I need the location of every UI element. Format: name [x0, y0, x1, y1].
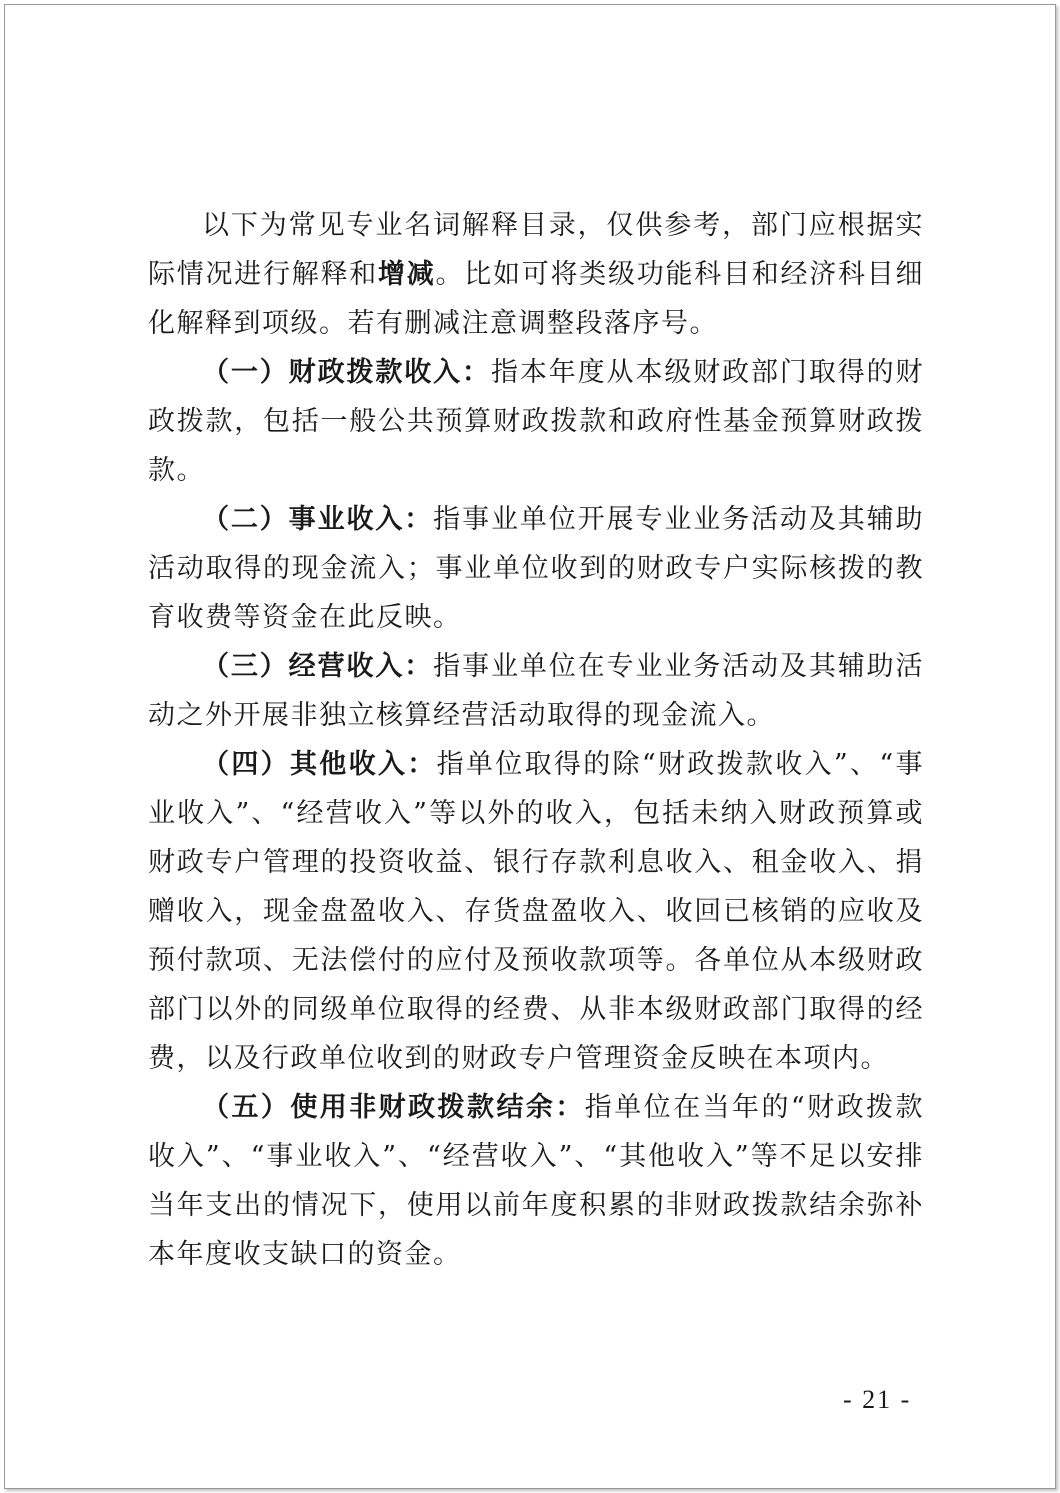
intro-text-after: 。比如可将类级功能科目和经济科目细化解释到项级。若有删减注意调整段落序号。	[148, 259, 924, 339]
definition-text: 指事业单位在专业业务活动及其辅助活动之外开展非独立核算经营活动取得的现金流入。	[148, 651, 925, 731]
definition-term: （三）经营收入：	[202, 651, 434, 682]
document-body	[148, 201, 924, 1279]
definition-term: （一）财政拨款收入：	[202, 357, 491, 388]
definition-text: 指单位取得的除“财政拨款收入”、“事业收入”、“经营收入”等以外的收入，包括未纳入财政预算或财政专户管理的投资收益、银行存款利息收入、租金收入、捐赠收入，现金盘盈收入、存货盘盈收入、收回已核销的应收及预付款项、无法偿付的应付及预收款项等。各单位从本级财政部门以外的同级单位取得的经费、从非本级财政部门取得的经费，以及行政单位收到的财政专户管理资金反映在本项内。	[148, 749, 924, 1074]
definition-paragraph-5	[148, 1083, 924, 1279]
definition-term: （二）事业收入：	[202, 504, 434, 535]
intro-text-before: 以下为常见专业名词解释目录，仅供参考，部门应根据实际情况进行解释和	[148, 210, 924, 290]
definition-paragraph-3	[148, 642, 924, 740]
definition-text: 指本年度从本级财政部门取得的财政拨款，包括一般公共预算财政拨款和政府性基金预算财政拨款。	[148, 357, 925, 486]
definition-paragraph-4	[148, 740, 924, 1083]
intro-emphasis: 增减	[378, 259, 436, 290]
definition-term: （四）其他收入：	[202, 749, 437, 780]
document-page	[4, 4, 1056, 1489]
definition-text: 指事业单位开展专业业务活动及其辅助活动取得的现金流入；事业单位收到的财政专户实际核拨的教育收费等资金在此反映。	[148, 504, 925, 633]
definition-paragraph-1	[148, 348, 924, 495]
page-number: - 21 -	[843, 1385, 912, 1414]
definition-term: （五）使用非财政拨款结余：	[202, 1092, 585, 1123]
definition-paragraph-2	[148, 495, 924, 642]
intro-paragraph	[148, 201, 924, 348]
definition-text: 指单位在当年的“财政拨款收入”、“事业收入”、“经营收入”、“其他收入”等不足以安排当年支出的情况下，使用以前年度积累的非财政拨款结余弥补本年度收支缺口的资金。	[148, 1092, 924, 1270]
